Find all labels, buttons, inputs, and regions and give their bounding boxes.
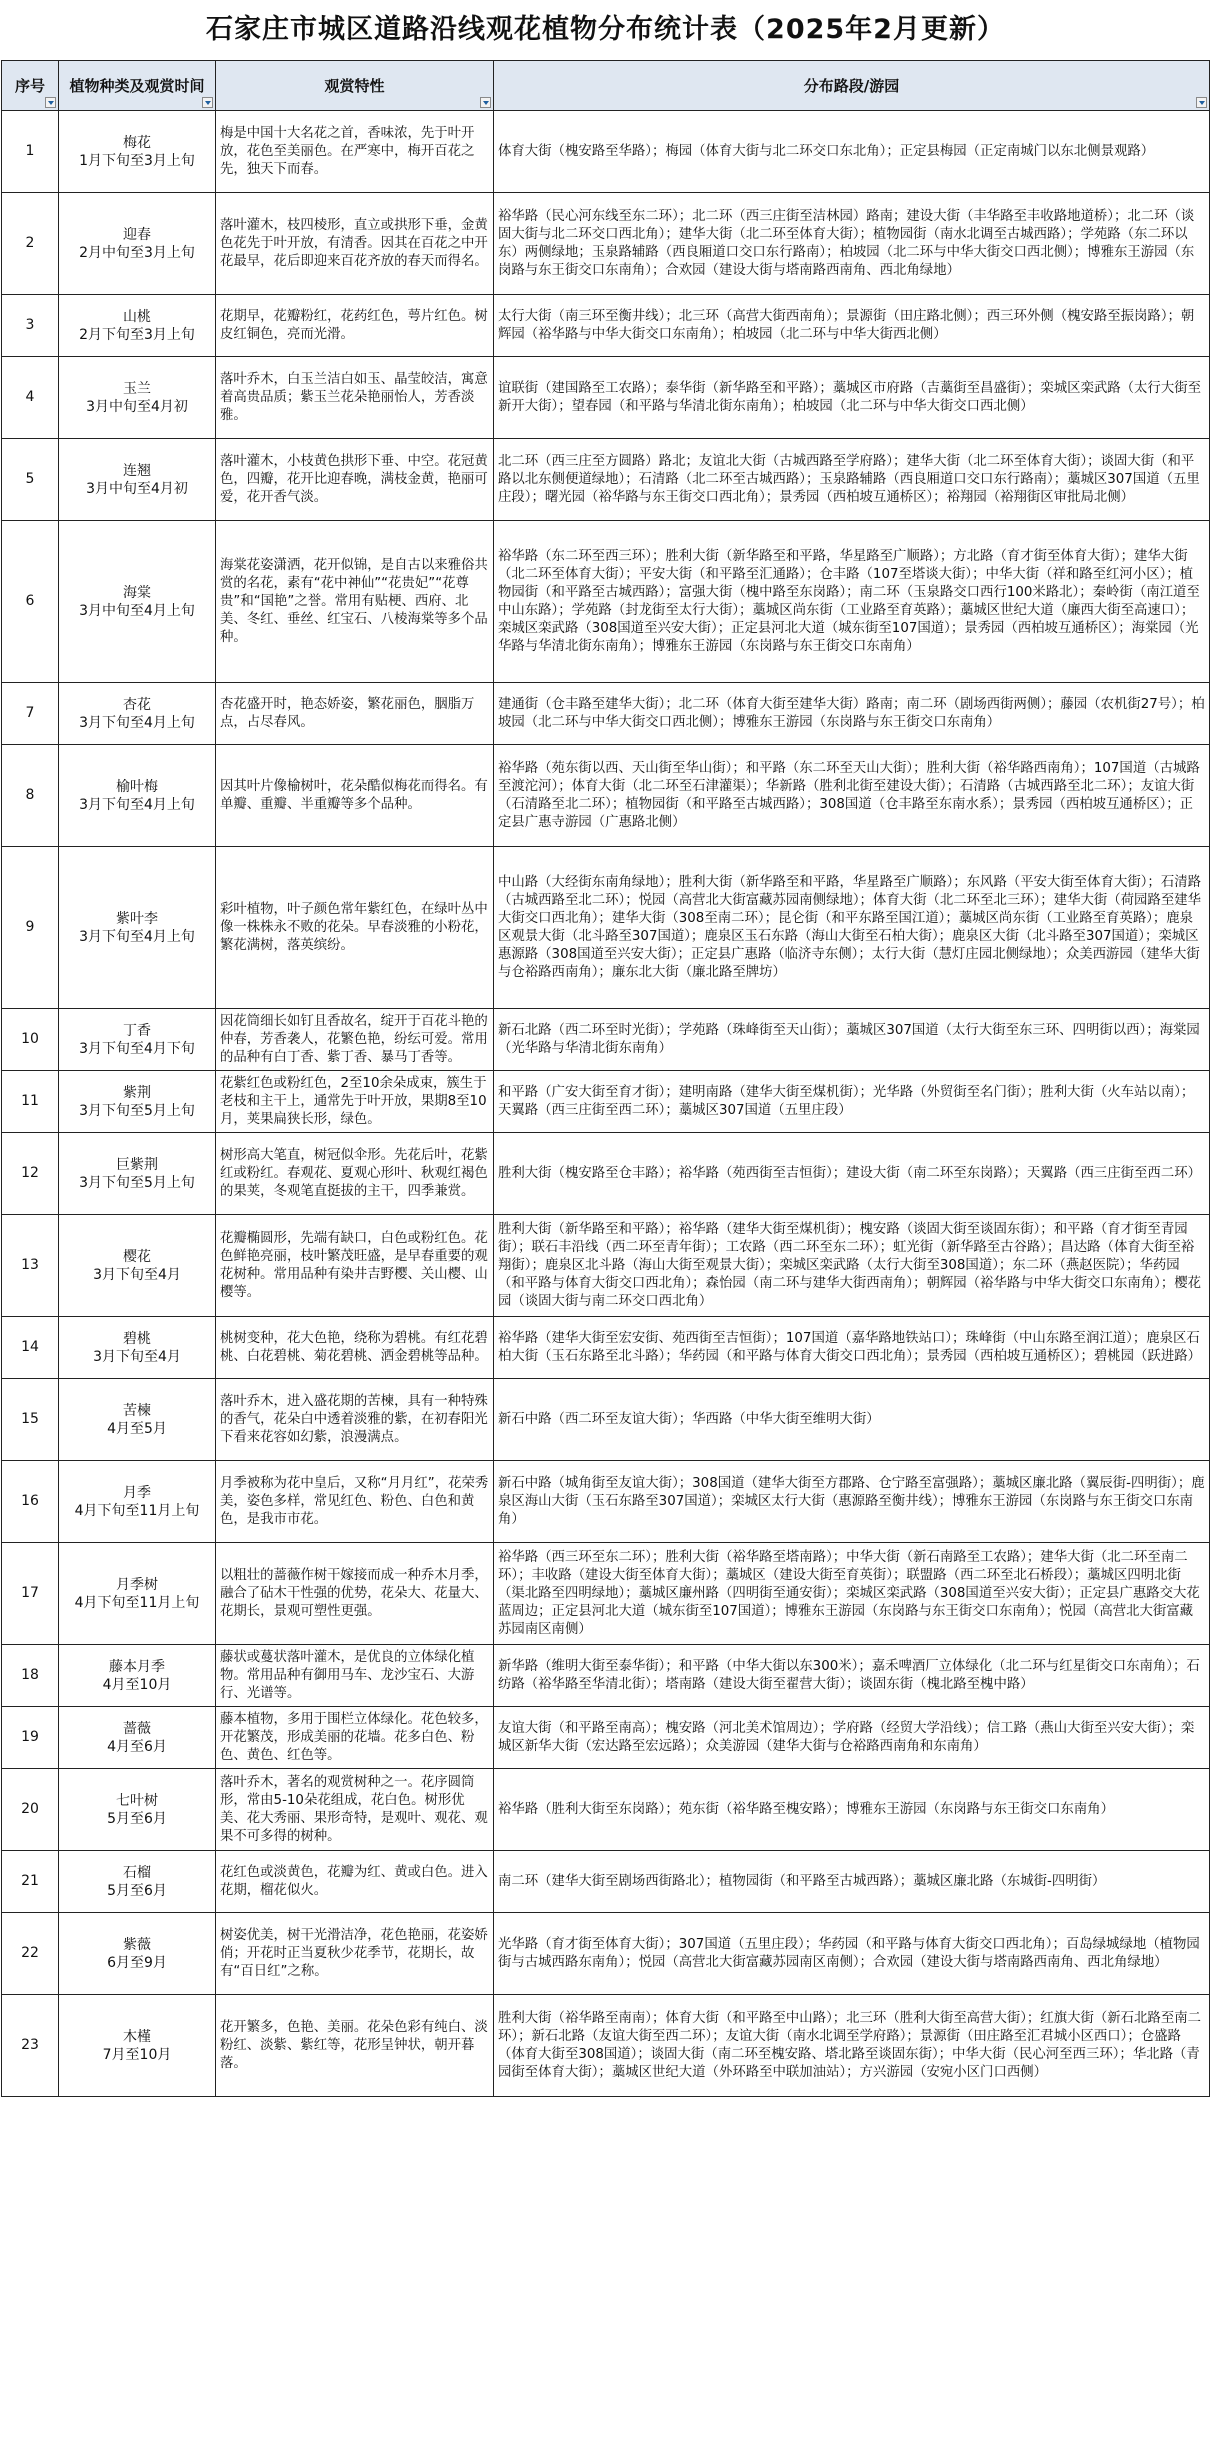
routes-cell: 光华路（育才街至体育大街）；307国道（五里庄段）；华药园（和平路与体育大街交口西北角）；百岛绿城绿地（植物园街与古城西路东南角）；悦园（高营北大街富藏苏园南区南侧）；合欢园（建设大街与塔南路西南角、西北角绿地） — [494, 1913, 1210, 1995]
table-row — [2, 1645, 1210, 1707]
plant-cell — [59, 111, 216, 193]
table-row — [2, 745, 1210, 847]
features-cell: 桃树变种，花大色艳，绕称为碧桃。有红花碧桃、白花碧桃、菊花碧桃、洒金碧桃等品种。 — [216, 1317, 494, 1379]
plant-name: 海棠 — [123, 584, 151, 601]
features-cell: 藤本植物，多用于围栏立体绿化。花色较多，开花繁茂，形成美丽的花墙。花多白色、粉色、黄色、红色等。 — [216, 1707, 494, 1769]
row-index: 11 — [2, 1071, 59, 1133]
features-cell: 花期早，花瓣粉红，花药红色，萼片红色。树皮红铜色，亮而光滑。 — [216, 295, 494, 357]
filter-dropdown-icon[interactable] — [1196, 97, 1207, 108]
plant-table — [1, 60, 1210, 2097]
row-index: 16 — [2, 1461, 59, 1543]
row-index: 3 — [2, 295, 59, 357]
plant-cell — [59, 439, 216, 521]
routes-cell: 建通街（仓丰路至建华大街）；北二环（体育大街至建华大街）路南；南二环（剧场西街两侧）；藤园（农机街27号）；柏坡园（北二环与中华大街交口西北侧）；博雅东王游园（东岗路与东王街交口东南角） — [494, 683, 1210, 745]
table-row — [2, 521, 1210, 683]
header-index: 序号 — [2, 61, 59, 111]
features-cell: 梅是中国十大名花之首，香味浓，先于叶开放，花色至美丽色。在严寒中，梅开百花之先，独天下而春。 — [216, 111, 494, 193]
plant-time: 4月至10月 — [102, 1676, 172, 1693]
table-row — [2, 1379, 1210, 1461]
plant-cell — [59, 1071, 216, 1133]
row-index: 9 — [2, 847, 59, 1009]
routes-cell: 胜利大街（裕华路至南南）；体育大街（和平路至中山路）；北三环（胜利大街至高营大街）；红旗大街（新石北路至南二环）；新石北路（友谊大街至西二环）；友谊大街（南水北调至学府路）；景源街（田庄路至汇君城小区西口）；仓盛路（体育大街至308国道）；谈固大街（南二环至槐安路、塔北路至谈固东街）；中华大街（民心河至西三环）；华北路（青园街至体育大街）；藁城区世纪大道（外环路至中联加油站）；方兴游园（安宛小区门口西侧） — [494, 1995, 1210, 2097]
table-row — [2, 193, 1210, 295]
plant-name: 七叶树 — [116, 1792, 158, 1809]
features-cell: 花紫红色或粉红色，2至10余朵成束，簇生于老枝和主干上，通常先于叶开放，果期8至10月，荚果扁狭长形，绿色。 — [216, 1071, 494, 1133]
row-index: 2 — [2, 193, 59, 295]
routes-cell: 裕华路（建华大街至宏安街、苑西街至吉恒街）；107国道（嘉华路地铁站口）；珠峰街（中山东路至润江道）；鹿泉区石柏大街（玉石东路至北斗路）；华药园（和平路与体育大街交口西北角）；景秀园（西柏坡互通桥区）；碧桃园（跃进路） — [494, 1317, 1210, 1379]
routes-cell: 友谊大街（和平路至南高）；槐安路（河北美术馆周边）；学府路（经贸大学沿线）；信工路（燕山大街至兴安大街）；栾城区新华大街（宏达路至宏远路）；众美游园（建华大街与仓裕路西南角和东南角） — [494, 1707, 1210, 1769]
plant-time: 3月下旬至4月上旬 — [79, 714, 195, 731]
routes-cell: 裕华路（胜利大街至东岗路）；苑东街（裕华路至槐安路）；博雅东王游园（东岗路与东王街交口东南角） — [494, 1769, 1210, 1851]
plant-cell — [59, 1995, 216, 2097]
plant-time: 3月下旬至5月上旬 — [79, 1174, 195, 1191]
row-index: 5 — [2, 439, 59, 521]
plant-cell — [59, 745, 216, 847]
plant-name: 碧桃 — [123, 1330, 151, 1347]
row-index: 4 — [2, 357, 59, 439]
features-cell: 杏花盛开时，艳态娇姿，繁花丽色，胭脂万点，占尽春风。 — [216, 683, 494, 745]
plant-time: 5月至6月 — [107, 1810, 167, 1827]
filter-dropdown-icon[interactable] — [202, 97, 213, 108]
routes-cell: 南二环（建华大街至剧场西街路北）；植物园街（和平路至古城西路）；藁城区廉北路（东城街-四明街） — [494, 1851, 1210, 1913]
table-row — [2, 1215, 1210, 1317]
plant-time: 3月下旬至4月 — [93, 1266, 181, 1283]
row-index: 12 — [2, 1133, 59, 1215]
row-index: 21 — [2, 1851, 59, 1913]
plant-name: 苦楝 — [123, 1402, 151, 1419]
row-index: 19 — [2, 1707, 59, 1769]
plant-time: 4月下旬至11月上旬 — [74, 1594, 200, 1611]
header-plant: 植物种类及观赏时间 — [59, 61, 216, 111]
table-row — [2, 111, 1210, 193]
routes-cell: 裕华路（西三环至东二环）；胜利大街（裕华路至塔南路）；中华大街（新石南路至工农路）；建华大街（北二环至南二环）；丰收路（建设大街至体育大街）；藁城区（建设大街至育英街）；联盟路（西二环至北石桥段）；藁城区四明北街（渠北路至四明绿地）；藁城区廉州路（四明街至通安街）；栾城区栾武路（308国道至兴安大街）；正定县广惠路交大花蓝周边；正定县河北大道（城东街至107国道）；博雅东王游园（东岗路与东王街交口东南角）；悦园（高营北大街富藏苏园南区南侧） — [494, 1543, 1210, 1645]
row-index: 20 — [2, 1769, 59, 1851]
table-row — [2, 1133, 1210, 1215]
header-features: 观赏特性 — [216, 61, 494, 111]
plant-cell — [59, 683, 216, 745]
plant-time: 5月至6月 — [107, 1882, 167, 1899]
routes-cell: 和平路（广安大街至育才街）；建明南路（建华大街至煤机街）；光华路（外贸街至名门街）；胜利大街（火车站以南）；天翼路（西三庄街至西二环）；藁城区307国道（五里庄段） — [494, 1071, 1210, 1133]
row-index: 15 — [2, 1379, 59, 1461]
plant-time: 2月下旬至3月上旬 — [79, 326, 195, 343]
plant-cell — [59, 1009, 216, 1071]
plant-name: 石榴 — [123, 1864, 151, 1881]
plant-time: 4月至6月 — [107, 1738, 167, 1755]
routes-cell: 胜利大街（新华路至和平路）；裕华路（建华大街至煤机街）；槐安路（谈固大街至谈固东街）；和平路（育才街至青园街）；联石丰沿线（西二环至青年街）；工农路（西二环至东二环）；虹光街（新华路至古谷路）；昌达路（体育大街至裕翔街）；鹿泉区北斗路（海山大街至观景大街）；栾城区栾武路（太行大街至308国道）；东二环（燕赵医院）；华药园（和平路与体育大街交口西北角）；森怡园（南二环与建华大街西南角）；朝辉园（裕华路与中华大街交口东南角）；樱花园（谈固大街与南二环交口西北角） — [494, 1215, 1210, 1317]
plant-name: 月季 — [123, 1484, 151, 1501]
plant-time: 4月至5月 — [107, 1420, 167, 1437]
plant-name: 丁香 — [123, 1022, 151, 1039]
table-row — [2, 1071, 1210, 1133]
features-cell: 因其叶片像榆树叶，花朵酷似梅花而得名。有单瓣、重瓣、半重瓣等多个品种。 — [216, 745, 494, 847]
table-row — [2, 295, 1210, 357]
plant-cell — [59, 847, 216, 1009]
routes-cell: 北二环（西三庄至方圆路）路北；友谊北大街（古城西路至学府路）；建华大街（北二环至体育大街）；谈固大街（和平路以北东侧便道绿地）；石清路（北二环至古城西路）；玉泉路辅路（西良厢道口交口东行路南）；藁城区307国道（五里庄段）；曙光园（裕华路与东王街交口西北角）；景秀园（西柏坡互通桥区）；裕翔园（裕翔街区审批局北侧） — [494, 439, 1210, 521]
plant-cell — [59, 1215, 216, 1317]
features-cell: 落叶灌木，枝四棱形，直立或拱形下垂，金黄色花先于叶开放，有清香。因其在百花之中开花最早，花后即迎来百花齐放的春天而得名。 — [216, 193, 494, 295]
plant-time: 3月中旬至4月初 — [86, 480, 188, 497]
plant-time: 4月下旬至11月上旬 — [74, 1502, 200, 1519]
plant-time: 3月下旬至4月上旬 — [79, 928, 195, 945]
features-cell: 因花筒细长如钉且香故名，绽开于百花斗艳的仲春，芳香袭人，花繁色艳，纷纭可爱。常用的品种有白丁香、紫丁香、暴马丁香等。 — [216, 1009, 494, 1071]
plant-cell — [59, 193, 216, 295]
table-row — [2, 1851, 1210, 1913]
table-row — [2, 1913, 1210, 1995]
filter-dropdown-icon[interactable] — [480, 97, 491, 108]
plant-name: 木槿 — [123, 2028, 151, 2045]
features-cell: 落叶乔木，白玉兰洁白如玉、晶莹皎洁，寓意着高贵品质；紫玉兰花朵艳丽怡人，芳香淡雅。 — [216, 357, 494, 439]
features-cell: 树姿优美，树干光滑洁净，花色艳丽，花姿娇俏；开花时正当夏秋少花季节，花期长，故有“百日红”之称。 — [216, 1913, 494, 1995]
features-cell: 落叶灌木，小枝黄色拱形下垂、中空。花冠黄色，四瓣，花开比迎春晚，满枝金黄，艳丽可爱，花开香气淡。 — [216, 439, 494, 521]
row-index: 17 — [2, 1543, 59, 1645]
plant-name: 迎春 — [123, 226, 151, 243]
plant-name: 杏花 — [123, 696, 151, 713]
routes-cell: 体育大街（槐安路至华路）；梅园（体育大街与北二环交口东北角）；正定县梅园（正定南城门以东北侧景观路） — [494, 111, 1210, 193]
table-row — [2, 357, 1210, 439]
routes-cell: 新石中路（西二环至友谊大街）；华西路（中华大街至维明大街） — [494, 1379, 1210, 1461]
features-cell: 落叶乔木，著名的观赏树种之一。花序圆筒形，常由5-10朵花组成，花白色。树形优美、花大秀丽、果形奇特，是观叶、观花、观果不可多得的树种。 — [216, 1769, 494, 1851]
routes-cell: 裕华路（苑东街以西、天山街至华山街）；和平路（东二环至天山大街）；胜利大街（裕华路西南角）；107国道（古城路至渡沱河）；体育大街（北二环至石津灌渠）；华新路（胜利北街至建设大街）；石清路（古城西路至北二环）；友谊大街（石清路至北二环）；植物园街（和平路至古城西路）；308国道（仓丰路至东南水系）；景秀园（西柏坡互通桥区）；正定县广惠寺游园（广惠路北侧） — [494, 745, 1210, 847]
plant-cell — [59, 1461, 216, 1543]
plant-name: 紫叶李 — [116, 910, 158, 927]
table-row — [2, 1769, 1210, 1851]
features-cell: 花开繁多，色艳、美丽。花朵色彩有纯白、淡粉红、淡紫、紫红等，花形呈钟状，朝开暮落。 — [216, 1995, 494, 2097]
table-row — [2, 1009, 1210, 1071]
row-index: 10 — [2, 1009, 59, 1071]
plant-name: 月季树 — [116, 1576, 158, 1593]
plant-cell — [59, 357, 216, 439]
plant-name: 蔷薇 — [123, 1720, 151, 1737]
plant-time: 3月下旬至4月上旬 — [79, 796, 195, 813]
table-row — [2, 683, 1210, 745]
row-index: 6 — [2, 521, 59, 683]
plant-time: 1月下旬至3月上旬 — [79, 152, 195, 169]
row-index: 7 — [2, 683, 59, 745]
plant-name: 藤本月季 — [109, 1658, 165, 1675]
routes-cell: 太行大街（南三环至衡井线）；北三环（高营大街西南角）；景源街（田庄路北侧）；西三环外侧（槐安路至振岗路）；朝辉园（裕华路与中华大街交口东南角）；柏坡园（北二环与中华大街西北侧） — [494, 295, 1210, 357]
plant-time: 3月下旬至5月上旬 — [79, 1102, 195, 1119]
table-row — [2, 1995, 1210, 2097]
plant-cell — [59, 1707, 216, 1769]
features-cell: 树形高大笔直，树冠似伞形。先花后叶，花紫红或粉红。春观花、夏观心形叶、秋观红褐色的果荚，冬观笔直挺拔的主干，四季兼赏。 — [216, 1133, 494, 1215]
routes-cell: 新石中路（城角街至友谊大街）；308国道（建华大街至方郡路、仓宁路至富强路）；藁城区廉北路（翼辰街-四明街）；鹿泉区海山大街（玉石东路至307国道）；栾城区太行大街（惠源路至衡井线）；博雅东王游园（东岗路与东王街交口东南角） — [494, 1461, 1210, 1543]
plant-time: 3月中旬至4月初 — [86, 398, 188, 415]
features-cell: 花瓣椭圆形，先端有缺口，白色或粉红色。花色鲜艳亮丽，枝叶繁茂旺盛，是早春重要的观花树种。常用品种有染井吉野樱、关山樱、山樱等。 — [216, 1215, 494, 1317]
row-index: 18 — [2, 1645, 59, 1707]
plant-cell — [59, 295, 216, 357]
features-cell: 以粗壮的蔷薇作树干嫁接而成一种乔木月季，融合了砧木干性强的优势，花朵大、花量大、花期长，景观可塑性更强。 — [216, 1543, 494, 1645]
plant-time: 3月下旬至4月下旬 — [79, 1040, 195, 1057]
routes-cell: 新华路（维明大街至泰华街）；和平路（中华大街以东300米）；嘉禾啤酒厂立体绿化（北二环与红星街交口东南角）；石纺路（裕华路至华清北街）；塔南路（建设大街至翟营大街）；谈固东街（槐北路至槐中路） — [494, 1645, 1210, 1707]
plant-name: 巨紫荆 — [116, 1156, 158, 1173]
table-row — [2, 847, 1210, 1009]
plant-cell — [59, 1913, 216, 1995]
plant-cell — [59, 1769, 216, 1851]
header-routes: 分布路段/游园 — [494, 61, 1210, 111]
row-index: 8 — [2, 745, 59, 847]
row-index: 22 — [2, 1913, 59, 1995]
row-index: 1 — [2, 111, 59, 193]
plant-cell — [59, 521, 216, 683]
plant-name: 连翘 — [123, 462, 151, 479]
filter-dropdown-icon[interactable] — [45, 97, 56, 108]
routes-cell: 谊联街（建国路至工农路）；泰华街（新华路至和平路）；藁城区市府路（吉藁街至昌盛街）；栾城区栾武路（太行大街至新开大街）；望春园（和平路与华清北街东南角）；柏坡园（北二环与中华大街交口西北侧） — [494, 357, 1210, 439]
table-row — [2, 439, 1210, 521]
row-index: 14 — [2, 1317, 59, 1379]
table-row — [2, 1543, 1210, 1645]
plant-cell — [59, 1379, 216, 1461]
row-index: 13 — [2, 1215, 59, 1317]
plant-cell — [59, 1543, 216, 1645]
features-cell: 海棠花姿潇洒，花开似锦，是自古以来雅俗共赏的名花，素有“花中神仙”“花贵妃”“花尊贵”和“国艳”之誉。常用有贴梗、西府、北美、冬红、垂丝、红宝石、八棱海棠等多个品种。 — [216, 521, 494, 683]
table-header-row — [2, 61, 1210, 111]
page-title: 石家庄市城区道路沿线观花植物分布统计表（2025年2月更新） — [206, 14, 1005, 45]
table-row — [2, 1461, 1210, 1543]
plant-name: 梅花 — [123, 134, 151, 151]
features-cell: 月季被称为花中皇后，又称“月月红”，花荣秀美，姿色多样，常见红色、粉色、白色和黄色，是我市市花。 — [216, 1461, 494, 1543]
plant-name: 玉兰 — [123, 380, 151, 397]
features-cell: 藤状或蔓状落叶灌木，是优良的立体绿化植物。常用品种有御用马车、龙沙宝石、大游行、光谱等。 — [216, 1645, 494, 1707]
plant-name: 紫荆 — [123, 1084, 151, 1101]
plant-cell — [59, 1851, 216, 1913]
plant-time: 3月下旬至4月 — [93, 1348, 181, 1365]
plant-cell — [59, 1645, 216, 1707]
routes-cell: 裕华路（民心河东线至东二环）；北二环（西三庄街至洁林园）路南；建设大街（丰华路至丰收路地道桥）；北二环（谈固大街与北二环交口西北角）；建华大街（北二环至体育大街）；植物园街（南水北调至古城西路）；学苑路（东二环以东）两侧绿地；玉泉路辅路（西良厢道口交口东行路南）；柏坡园（北二环与中华大街交口西北侧）；博雅东王游园（东岗路与东王街交口东南角）；合欢园（建设大街与塔南路西南角、西北角绿地） — [494, 193, 1210, 295]
plant-cell — [59, 1317, 216, 1379]
plant-time: 2月中旬至3月上旬 — [79, 244, 195, 261]
plant-time: 3月中旬至4月上旬 — [79, 602, 195, 619]
table-row — [2, 1707, 1210, 1769]
plant-name: 山桃 — [123, 308, 151, 325]
plant-time: 6月至9月 — [107, 1954, 167, 1971]
routes-cell: 裕华路（东二环至西三环）；胜利大街（新华路至和平路，华星路至广顺路）；方北路（育才街至体育大街）；建华大街（北二环至体育大街）；平安大街（和平路至汇通路）；仓丰路（107至塔谈大街）；中华大街（祥和路至红河小区）；植物园街（和平路至古城西路）；富强大街（槐中路至东岗路）；南二环（玉泉路交口西行100米路北）；秦岭街（南江道至中山东路）；学苑路（封龙街至太行大街）；藁城区尚东街（工业路至育英路）；藁城区世纪大道（廉西大街至高速口）；栾城区栾武路（308国道至兴安大街）；正定县河北大道（城东街至107国道）；景秀园（西柏坡互通桥区）；海棠园（光华路与华清北街东南角）；博雅东王游园（东岗路与东王街交口东南角） — [494, 521, 1210, 683]
row-index: 23 — [2, 1995, 59, 2097]
plant-name: 榆叶梅 — [116, 778, 158, 795]
features-cell: 落叶乔木，进入盛花期的苦楝，具有一种特殊的香气，花朵白中透着淡雅的紫，在初春阳光下看来花容如幻紫，浪漫满点。 — [216, 1379, 494, 1461]
plant-time: 7月至10月 — [102, 2046, 172, 2063]
plant-name: 樱花 — [123, 1248, 151, 1265]
table-row — [2, 1317, 1210, 1379]
routes-cell: 新石北路（西二环至时光街）；学苑路（珠峰街至天山街）；藁城区307国道（太行大街至东三环、四明街以西）；海棠园（光华路与华清北街东南角） — [494, 1009, 1210, 1071]
routes-cell: 胜利大街（槐安路至仓丰路）；裕华路（苑西街至吉恒街）；建设大街（南二环至东岗路）；天翼路（西三庄街至西二环） — [494, 1133, 1210, 1215]
features-cell: 彩叶植物，叶子颜色常年紫红色，在绿叶丛中像一株株永不败的花朵。早春淡雅的小粉花，繁花满树，落英缤纷。 — [216, 847, 494, 1009]
plant-name: 紫薇 — [123, 1936, 151, 1953]
features-cell: 花红色或淡黄色，花瓣为红、黄或白色。进入花期，榴花似火。 — [216, 1851, 494, 1913]
plant-cell — [59, 1133, 216, 1215]
routes-cell: 中山路（大经街东南角绿地）；胜利大街（新华路至和平路，华星路至广顺路）；东风路（平安大街至体育大街）；石清路（古城西路至北二环）；悦园（高营北大街富藏苏园南侧绿地）；体育大街（北二环至北三环）；建华大街（荷园路至建华大街交口西北角）；建华大街（308至南二环）；昆仑街（和平东路至国江道）；藁城区尚东街（工业路至育英路）；鹿泉区观景大街（北斗路至307国道）；鹿泉区玉石东路（海山大街至石柏大街）；鹿泉区大街（北斗路至307国道）；栾城区惠源路（308国道至兴安大街）；正定县广惠路（临济寺东侧）；太行大街（慧灯庄园北侧绿地）；众美西游园（建华大街与仓裕路西南角）；廉东北大街（廉北路至牌坊） — [494, 847, 1210, 1009]
